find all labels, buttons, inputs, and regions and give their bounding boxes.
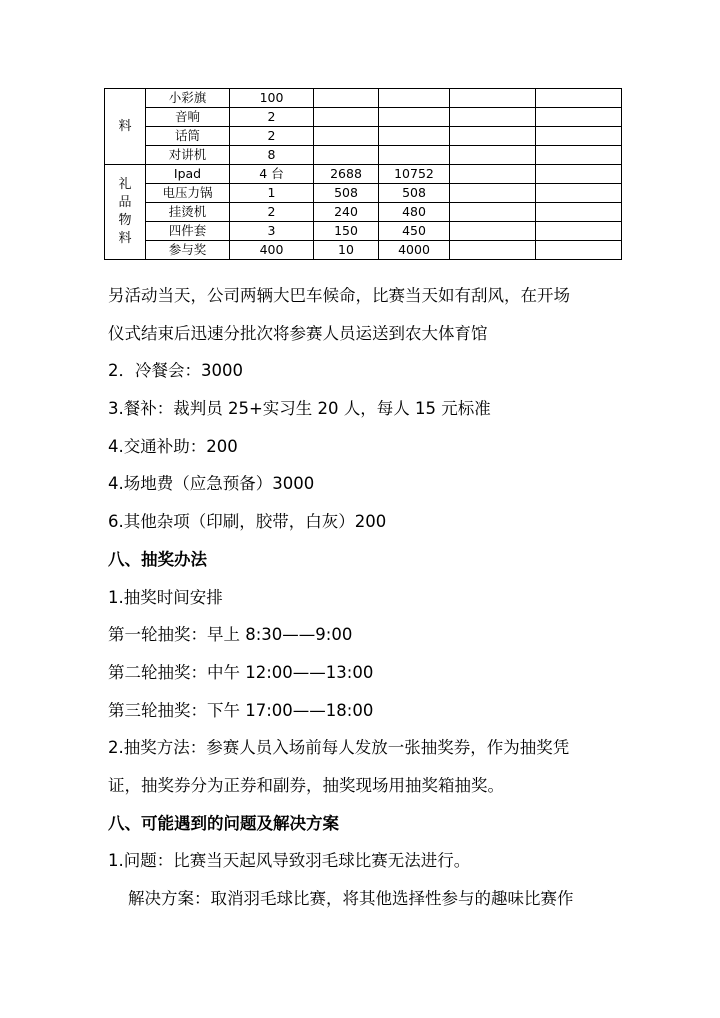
text-line: 第二轮抽奖：中午 12:00——13:00 xyxy=(108,662,374,682)
table-cell-qty: 1 xyxy=(230,184,314,203)
table-cell-unit-price: 240 xyxy=(314,203,379,222)
table-cell-c5 xyxy=(450,146,536,165)
table-cell-c5 xyxy=(450,241,536,260)
table-cell-c5 xyxy=(450,222,536,241)
table-cell-c5 xyxy=(450,108,536,127)
table-cell-total: 10752 xyxy=(379,165,450,184)
text-line: 仪式结束后迅速分批次将参赛人员运送到农大体育馆 xyxy=(108,323,488,343)
table-cell-qty: 400 xyxy=(230,241,314,260)
text-line: 另活动当天，公司两辆大巴车候命，比赛当天如有刮风，在开场 xyxy=(108,286,570,305)
table-row xyxy=(105,146,622,165)
text-line: 3.餐补：裁判员 25+实习生 20 人，每人 15 元标准 xyxy=(108,399,491,419)
table-row xyxy=(105,222,622,241)
table-row xyxy=(105,203,622,222)
table-cell-c6 xyxy=(536,241,622,260)
text-line: 4.场地费（应急预备）3000 xyxy=(108,474,315,494)
table-cell-c6 xyxy=(536,165,622,184)
table-cell-c6 xyxy=(536,146,622,165)
table-cell-item: 小彩旗 xyxy=(146,89,230,108)
table-cell-item: 话筒 xyxy=(146,127,230,146)
table-cell-c6 xyxy=(536,222,622,241)
table-cell-c5 xyxy=(450,203,536,222)
table-cell-c6 xyxy=(536,127,622,146)
table-cell-total xyxy=(379,89,450,108)
table-cell-c5 xyxy=(450,165,536,184)
table-cell-total: 480 xyxy=(379,203,450,222)
table-cell-qty: 100 xyxy=(230,89,314,108)
table-cell-qty: 8 xyxy=(230,146,314,165)
table-cell-qty: 2 xyxy=(230,108,314,127)
table-cell-qty: 2 xyxy=(230,203,314,222)
table-cell-unit-price xyxy=(314,89,379,108)
table-cell-c6 xyxy=(536,203,622,222)
table-cell-qty: 2 xyxy=(230,127,314,146)
table-cell-item: 挂烫机 xyxy=(146,203,230,222)
body-text xyxy=(108,277,616,918)
table-row xyxy=(105,241,622,260)
category-cell: 礼 品 物 料 xyxy=(105,165,146,260)
table-cell-c5 xyxy=(450,127,536,146)
table-row xyxy=(105,184,622,203)
budget-table xyxy=(104,88,622,260)
table-row xyxy=(105,108,622,127)
text-line: 2.抽奖方法：参赛人员入场前每人发放一张抽奖券，作为抽奖凭 xyxy=(108,738,570,758)
table-row xyxy=(105,127,622,146)
table-cell-unit-price: 150 xyxy=(314,222,379,241)
text-line: 1.抽奖时间安排 xyxy=(108,587,223,607)
section-heading: 八、抽奖办法 xyxy=(108,549,207,569)
table-cell-total: 508 xyxy=(379,184,450,203)
table-cell-total: 450 xyxy=(379,222,450,241)
table-cell-unit-price xyxy=(314,146,379,165)
table-cell-qty: 3 xyxy=(230,222,314,241)
table-cell-unit-price xyxy=(314,127,379,146)
text-line: 第三轮抽奖：下午 17:00——18:00 xyxy=(108,700,374,720)
text-line: 1.问题：比赛当天起风导致羽毛球比赛无法进行。 xyxy=(108,851,471,871)
table-cell-item: 对讲机 xyxy=(146,146,230,165)
table-cell-item: Ipad xyxy=(146,165,230,184)
table-cell-c6 xyxy=(536,184,622,203)
table-cell-unit-price: 508 xyxy=(314,184,379,203)
table-cell-unit-price xyxy=(314,108,379,127)
text-line: 证，抽奖券分为正券和副券，抽奖现场用抽奖箱抽奖。 xyxy=(108,775,504,795)
table-cell-c5 xyxy=(450,184,536,203)
category-cell: 料 xyxy=(105,89,146,165)
table-cell-item: 电压力锅 xyxy=(146,184,230,203)
table-cell-c6 xyxy=(536,108,622,127)
text-line: 4.交通补助：200 xyxy=(108,436,238,456)
table-cell-c5 xyxy=(450,89,536,108)
table-cell-qty: 4 台 xyxy=(230,165,314,184)
table-cell-total xyxy=(379,108,450,127)
text-line: 6.其他杂项（印刷，胶带，白灰）200 xyxy=(108,512,387,532)
table-cell-total: 4000 xyxy=(379,241,450,260)
text-line: 2．冷餐会：3000 xyxy=(108,361,243,381)
table-row xyxy=(105,165,622,184)
table-row xyxy=(105,89,622,108)
table-cell-unit-price: 10 xyxy=(314,241,379,260)
table-cell-item: 音响 xyxy=(146,108,230,127)
section-heading: 八、可能遇到的问题及解决方案 xyxy=(108,813,339,833)
table-cell-c6 xyxy=(536,89,622,108)
table-cell-total xyxy=(379,146,450,165)
table-cell-item: 参与奖 xyxy=(146,241,230,260)
table-cell-item: 四件套 xyxy=(146,222,230,241)
text-line: 解决方案：取消羽毛球比赛，将其他选择性参与的趣味比赛作 xyxy=(128,889,574,908)
table-cell-unit-price: 2688 xyxy=(314,165,379,184)
text-line: 第一轮抽奖：早上 8:30——9:00 xyxy=(108,625,353,645)
table-cell-total xyxy=(379,127,450,146)
